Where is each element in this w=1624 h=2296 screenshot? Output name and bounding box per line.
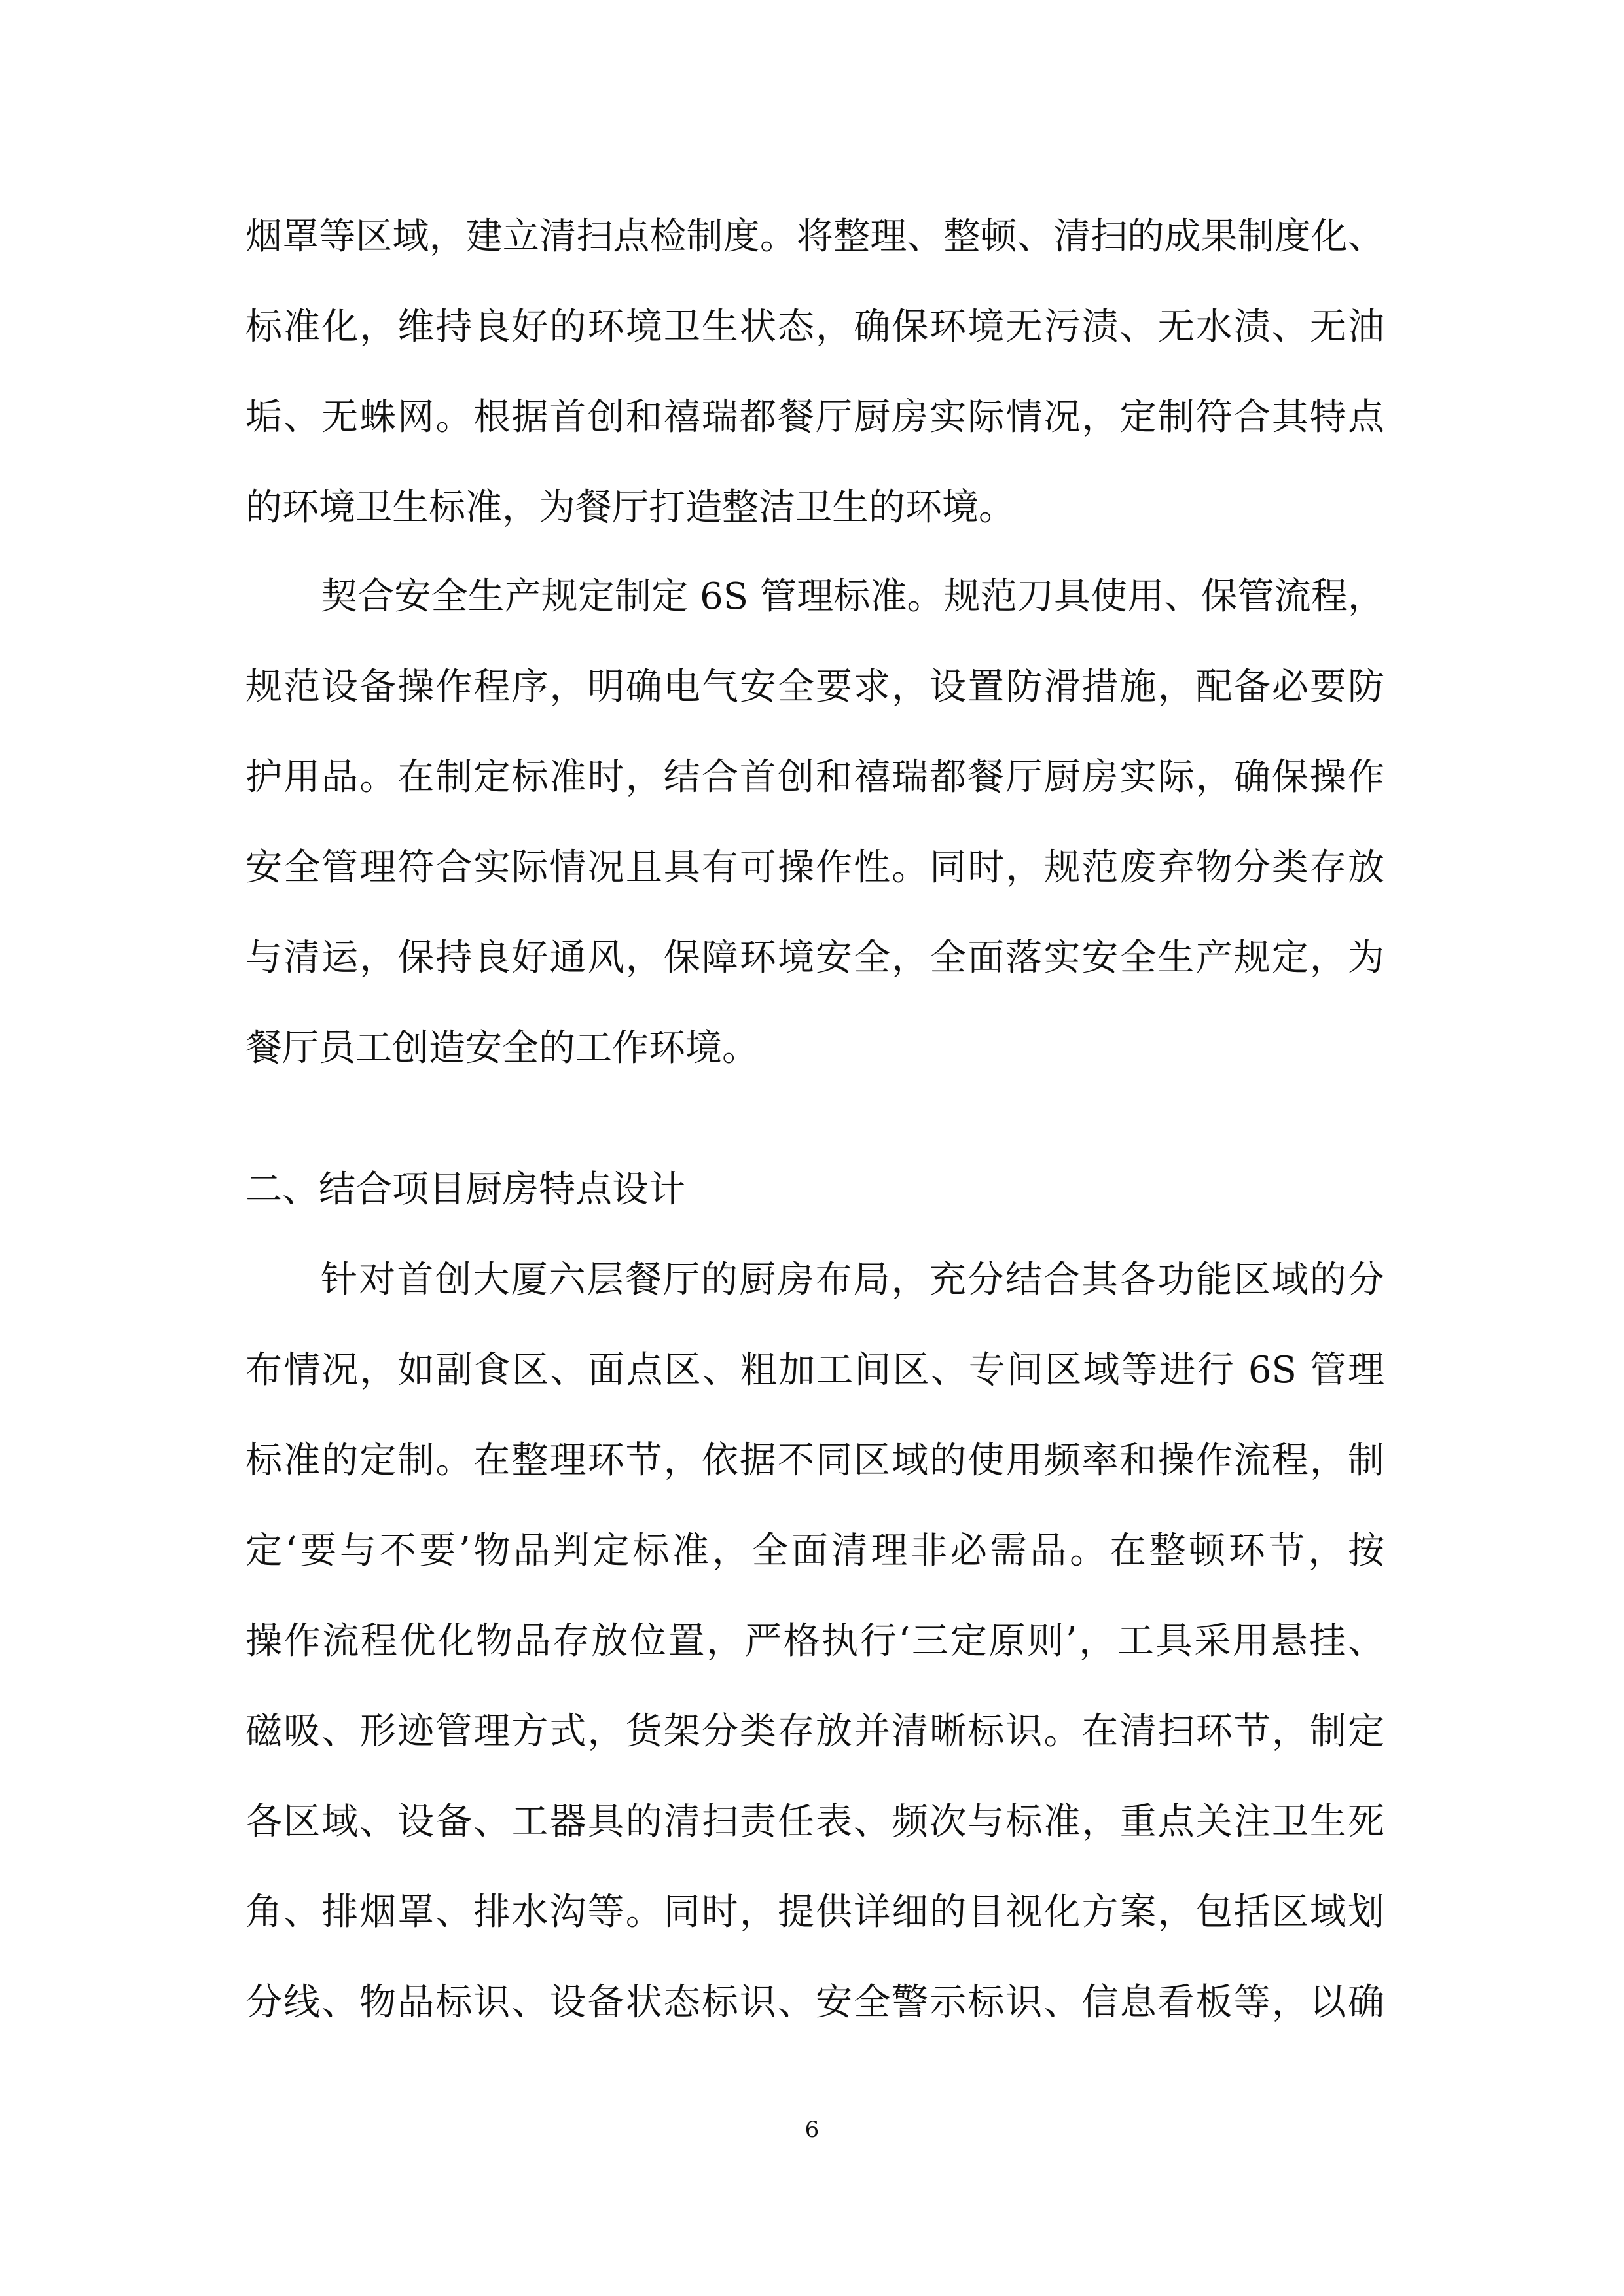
paragraph-2-line-3: 护用品。在制定标准时，结合首创和禧瑞都餐厅厨房实际，确保操作	[245, 756, 1384, 798]
paragraph-1-line-2: 标准化，维持良好的环境卫生状态，确保环境无污渍、无水渍、无油	[245, 306, 1384, 348]
paragraph-3-line-4: 定‘要与不要’物品判定标准，全面清理非必需品。在整顿环节，按	[245, 1530, 1384, 1572]
paragraph-2-line-2: 规范设备操作程序，明确电气安全要求，设置防滑措施，配备必要防	[245, 666, 1384, 708]
paragraph-3-line-8: 角、排烟罩、排水沟等。同时，提供详细的目视化方案，包括区域划	[245, 1891, 1384, 1933]
paragraph-1-line-4: 的环境卫生标准，为餐厅打造整洁卫生的环境。	[245, 486, 1015, 529]
section-heading: 二、结合项目厨房特点设计	[245, 1168, 685, 1211]
paragraph-1-line-3: 垢、无蛛网。根据首创和禧瑞都餐厅厨房实际情况，定制符合其特点	[245, 396, 1384, 439]
paragraph-2-line-6: 餐厅员工创造安全的工作环境。	[245, 1027, 759, 1069]
paragraph-1-line-1: 烟罩等区域，建立清扫点检制度。将整理、整顿、清扫的成果制度化、	[245, 215, 1384, 258]
page-number: 6	[804, 2117, 820, 2143]
paragraph-3-line-7: 各区域、设备、工器具的清扫责任表、频次与标准，重点关注卫生死	[245, 1801, 1384, 1843]
paragraph-3-line-6: 磁吸、形迹管理方式，货架分类存放并清晰标识。在清扫环节，制定	[245, 1710, 1384, 1753]
paragraph-3-line-5: 操作流程优化物品存放位置，严格执行‘三定原则’，工具采用悬挂、	[245, 1620, 1384, 1662]
paragraph-3-line-3: 标准的定制。在整理环节，依据不同区域的使用频率和操作流程，制	[245, 1439, 1384, 1482]
paragraph-3-line-2: 布情况，如副食区、面点区、粗加工间区、专间区域等进行 6S 管理	[245, 1349, 1384, 1391]
paragraph-3-line-9: 分线、物品标识、设备状态标识、安全警示标识、信息看板等，以确	[245, 1981, 1384, 2024]
paragraph-2-line-5: 与清运，保持良好通风，保障环境安全，全面落实安全生产规定，为	[245, 937, 1384, 979]
paragraph-2-line-1: 契合安全生产规定制定 6S 管理标准。规范刀具使用、保管流程，	[321, 575, 1384, 618]
paragraph-2-line-4: 安全管理符合实际情况且具有可操作性。同时，规范废弃物分类存放	[245, 846, 1384, 889]
paragraph-3-line-1: 针对首创大厦六层餐厅的厨房布局，充分结合其各功能区域的分	[321, 1259, 1384, 1301]
